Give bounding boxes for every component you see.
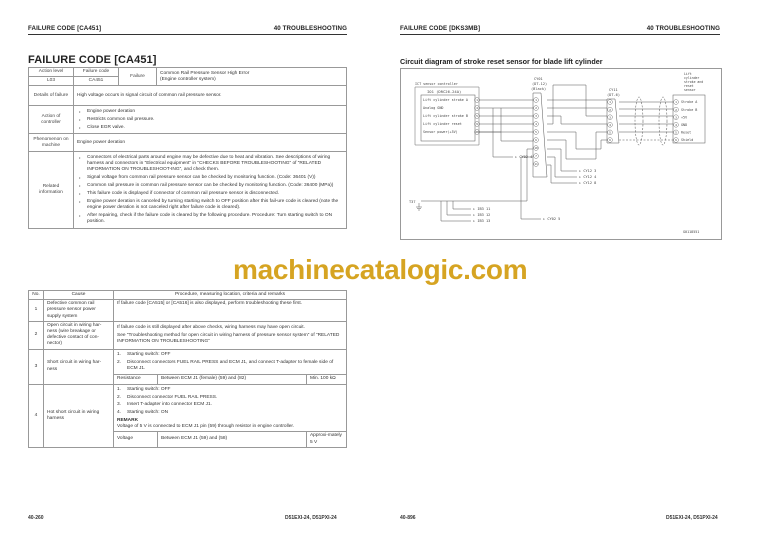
related-item: • Signal voltage from common rail pressure sensor can be checked by monitoring function. (Code: 36401 (V)) (77, 175, 343, 181)
row-number: 2 (29, 321, 44, 349)
svg-text:5: 5 (609, 130, 611, 135)
svg-text:Shield: Shield (681, 138, 694, 143)
svg-text:5: 5 (535, 130, 537, 135)
action-level-value: L03 (29, 77, 74, 86)
page-number: 40-896 (400, 515, 416, 521)
measure-location: Between ECM J1 (female) (59) and (82) (158, 375, 307, 384)
svg-text:CY11: CY11 (609, 88, 618, 92)
svg-text:4: 4 (476, 106, 478, 111)
row-cause: Open circuit in wiring har-ness (wire breakage or defective contact of con-nector) (44, 321, 114, 349)
table-row (29, 300, 347, 322)
svg-text:▸ IB3 12: ▸ IB3 12 (473, 213, 491, 217)
svg-text:3: 3 (535, 114, 537, 119)
cause-table (28, 290, 347, 448)
procedure-text: See “Troubleshooting method for open circuit in wiring harness of pressure sensor system” of “RELATED INFORMATION ON TROUBLESHOOTING” (117, 333, 340, 345)
related-item: • Common rail pressure in common rail pressure sensor can be checked by monitoring function. (Code: 36400 (MPa)) (77, 183, 343, 189)
page-title: FAILURE CODE [CA451] (28, 54, 157, 66)
action-level-label: Action level (29, 68, 74, 77)
phenomenon-value: Engine power deration (74, 134, 347, 152)
watermark: machinecatalogic.com (233, 254, 528, 285)
measure-location: Between ECM J1 (59) and (58) (158, 432, 307, 447)
svg-text:cylinder: cylinder (684, 76, 700, 80)
svg-text:reset: reset (684, 84, 694, 88)
procedure-step: 1. Starting switch: OFF (117, 387, 171, 392)
svg-text:▸ CY02 4: ▸ CY02 4 (515, 155, 533, 159)
svg-text:11: 11 (534, 162, 538, 167)
row-cause: Short circuit in wiring har-ness (44, 349, 114, 384)
svg-text:Lift cylinder stroke A: Lift cylinder stroke A (423, 98, 468, 103)
svg-text:Stroke A: Stroke A (681, 100, 698, 105)
svg-text:6: 6 (609, 138, 611, 143)
related-info-label: Related information (29, 152, 74, 228)
svg-text:Stroke B: Stroke B (681, 107, 698, 112)
svg-text:G0118551: G0118551 (683, 230, 700, 234)
svg-text:Sensor power(+5V): Sensor power(+5V) (423, 130, 458, 135)
model-name: D51EXI-24, D51PXI-24 (666, 515, 718, 521)
col-header-no: No. (29, 291, 44, 300)
model-name: D51EXI-24, D51PXI-24 (285, 515, 337, 521)
svg-text:4: 4 (535, 122, 537, 127)
svg-text:6: 6 (535, 138, 537, 143)
procedure-step: 4. Starting switch: ON (117, 409, 169, 415)
related-item: • This failure code is displayed if connector of common rail pressure sensor is disconnected. (77, 191, 343, 197)
svg-text:▸ CY02 5: ▸ CY02 5 (543, 217, 561, 221)
svg-text:1: 1 (609, 100, 611, 105)
procedure-step: 2. Disconnect connector FUEL RAIL PRESS. (117, 394, 218, 400)
svg-text:2: 2 (535, 106, 537, 111)
row-number: 1 (29, 300, 44, 322)
header-chapter-title: 40 TROUBLESHOOTING (646, 25, 720, 32)
action-controller-list (74, 106, 347, 134)
svg-text:10: 10 (534, 146, 538, 151)
measure-value: Approxi-mately 5 V (306, 432, 346, 447)
running-header (28, 22, 347, 35)
action-item: • Close EGR valve. (77, 125, 343, 131)
svg-text:+5V: +5V (681, 115, 688, 120)
failure-info-table (28, 67, 347, 229)
row-procedure (114, 321, 347, 349)
svg-text:3: 3 (609, 115, 611, 120)
remark-title: REMARK (117, 417, 139, 423)
svg-text:(DT-12): (DT-12) (532, 82, 548, 86)
row-number: 4 (29, 384, 44, 447)
svg-text:7: 7 (535, 154, 537, 159)
svg-text:4: 4 (609, 123, 611, 127)
failure-label: Failure (119, 68, 157, 86)
remark-text: Voltage of 5 V is connected to ECM J1 pin (59) through resistor in engine controller. (117, 424, 295, 430)
action-controller-label: Action of controller (29, 106, 74, 134)
circuit-diagram-svg (401, 69, 721, 239)
table-row (29, 384, 347, 432)
related-item: • Connectors of electrical parts around engine may be defective due to heat and vibration. See descriptions of wiring harness and connectors in “Electrical equipment” in “CHECKS BEFORE TROUBLESHOOTING” of “RELATED INFORMATION ON TROUBLESHOOT-ING”, and check them. (77, 155, 343, 174)
svg-text:Lift: Lift (684, 72, 692, 76)
svg-text:(Black): (Black) (531, 87, 547, 91)
header-section-title: FAILURE CODE [CA451] (28, 25, 102, 32)
svg-text:5: 5 (675, 130, 677, 135)
measure-type: Resistance (114, 375, 158, 384)
running-header (400, 22, 720, 35)
action-item: • Engine power deration (77, 109, 343, 115)
procedure-step: 2. Disconnect connectors FUEL RAIL PRESS and ECM J1, and connect T-adapter to female side of ECM J1. (117, 359, 334, 371)
svg-text:stroke and: stroke and (684, 80, 704, 84)
svg-text:▸ CY12 4: ▸ CY12 4 (579, 175, 597, 179)
related-item: • After repairing, check if the failure code is cleared by the following procedure. Procedure: Turn starting switch to ON position. (77, 213, 343, 225)
svg-text:1: 1 (535, 98, 537, 103)
procedure-step: 1. Starting switch: OFF (117, 352, 171, 358)
failure-description (157, 68, 347, 86)
measure-type: Voltage (114, 432, 158, 447)
svg-text:▸ IB3 13: ▸ IB3 13 (473, 219, 491, 223)
svg-text:T37: T37 (409, 200, 416, 204)
failure-description-line2: (Engine controller system) (160, 76, 216, 82)
svg-text:ICT sensor controller: ICT sensor controller (415, 82, 458, 86)
svg-text:▸ IB3 11: ▸ IB3 11 (473, 207, 491, 211)
row-number: 3 (29, 349, 44, 384)
details-label: Details of failure (29, 86, 74, 106)
diagram-title: Circuit diagram of stroke reset sensor for blade lift cylinder (400, 57, 603, 66)
measure-value: Min. 100 kΩ (306, 375, 346, 384)
row-cause: Hot short circuit in wiring harness (44, 384, 114, 447)
svg-text:CY01: CY01 (534, 77, 543, 81)
failure-code-label: Failure code (74, 68, 119, 77)
details-value: High voltage occurs in signal circuit of common rail pressure sensor. (74, 86, 347, 106)
related-info-list (74, 152, 347, 228)
svg-text:sensor: sensor (684, 88, 696, 92)
header-section-title: FAILURE CODE [DKS3MB] (400, 25, 481, 32)
svg-text:2: 2 (609, 107, 611, 112)
svg-text:4: 4 (675, 123, 677, 127)
svg-text:9: 9 (476, 122, 478, 127)
row-procedure-steps (114, 384, 347, 432)
col-header-cause: Cause (44, 291, 114, 300)
svg-text:20: 20 (475, 130, 479, 135)
row-cause: Defective common rail pressure sensor power supply system (44, 300, 114, 322)
row-procedure: If failure code [CA515] or [CA516] is also displayed, perform troubleshooting these first. (114, 300, 347, 322)
svg-text:3: 3 (675, 115, 677, 120)
procedure-step: 3. Insert T-adapter into connector ECM J1. (117, 402, 212, 408)
action-item: • Restricts common rail pressure. (77, 117, 343, 123)
table-row (29, 321, 347, 349)
page-number: 40-260 (28, 515, 44, 521)
failure-description-line1: Common Rail Pressure Sensor High Error (160, 70, 250, 76)
header-chapter-title: 40 TROUBLESHOOTING (273, 25, 347, 32)
col-header-procedure: Procedure, measuring location, criteria and remarks (114, 291, 347, 300)
svg-text:Analog GND: Analog GND (423, 106, 444, 111)
svg-text:GND: GND (681, 123, 688, 127)
circuit-diagram (400, 68, 722, 240)
svg-text:▸ CY12 8: ▸ CY12 8 (579, 181, 597, 185)
svg-text:6: 6 (675, 138, 677, 143)
svg-text:Lift cylinder reset: Lift cylinder reset (423, 122, 462, 127)
svg-text:1: 1 (675, 100, 677, 105)
svg-text:(DT-6): (DT-6) (607, 93, 620, 97)
related-item: • Engine power deration is canceled by turning starting switch to OFF position after this fail-ure code is cleared (note the engine power deration is not canceled right after failure code is cleared). (77, 199, 343, 211)
svg-text:1: 1 (476, 98, 478, 103)
svg-text:2: 2 (675, 107, 677, 112)
svg-text:Reset: Reset (681, 130, 692, 135)
svg-text:Lift cylinder stroke B: Lift cylinder stroke B (423, 114, 468, 119)
svg-text:▸ CY12 3: ▸ CY12 3 (579, 169, 597, 173)
phenomenon-label: Phenomenon on machine (29, 134, 74, 152)
procedure-text: If failure code is still displayed after above checks, wiring harness may have open circuit. (117, 324, 305, 330)
table-row (29, 349, 347, 375)
failure-code-value: CA451 (74, 77, 119, 86)
svg-text:IO1 (DRC26-24A): IO1 (DRC26-24A) (427, 89, 462, 94)
svg-text:5: 5 (476, 114, 478, 119)
row-procedure-steps (114, 349, 347, 375)
